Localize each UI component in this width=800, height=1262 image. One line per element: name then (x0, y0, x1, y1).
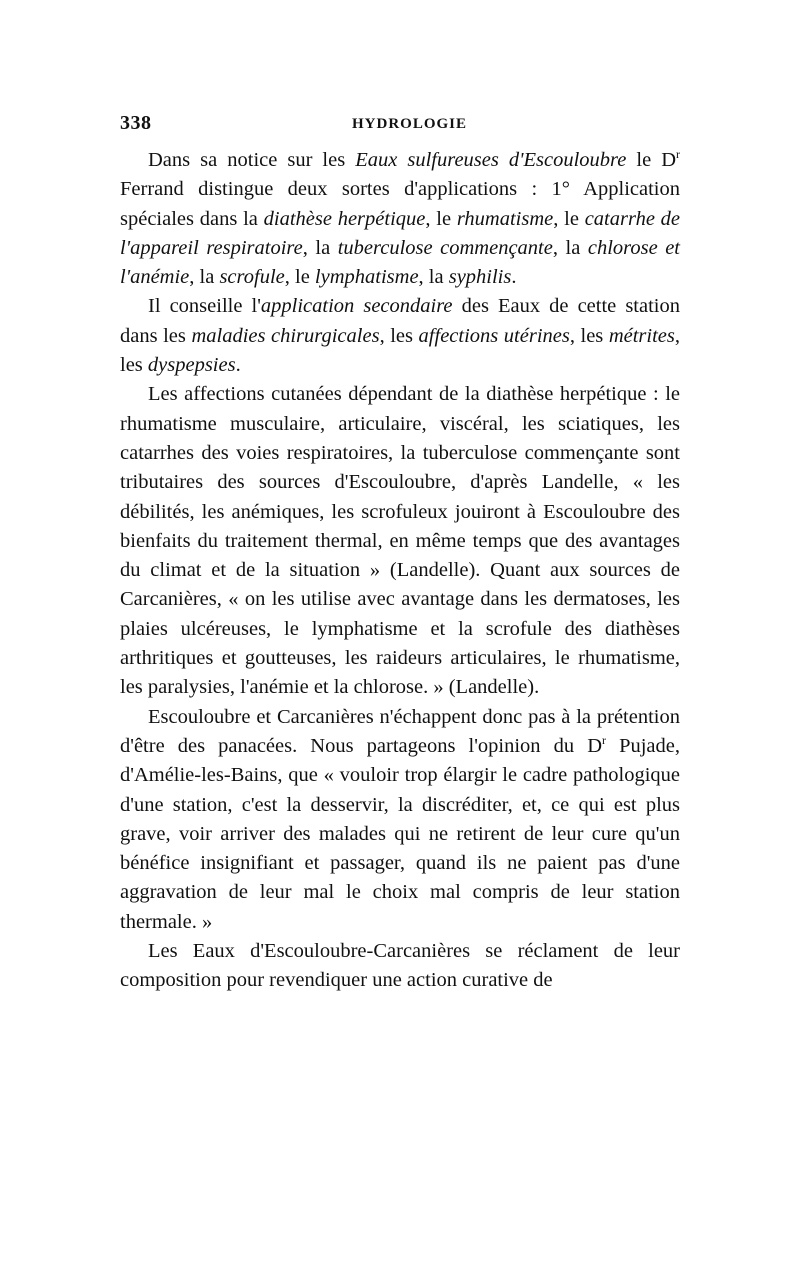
text-run: , les (569, 324, 609, 347)
italic-text: chlorose et l'anémie (120, 236, 681, 289)
italic-text: Eaux sulfureuses d'Escouloubre (355, 149, 627, 171)
italic-text: tuberculose commençante (337, 236, 553, 259)
italic-text: application secondaire (260, 295, 453, 318)
paragraph (120, 703, 680, 937)
text-run: Pujade, d'Amélie-les-Bains, que « vouloir trop élargir le cadre pathologique d'une station, c'est la desservir, la discréditer, et, ce qui est plus grave, voir arriver des malades qui ne retirent de leur cure qu'un bénéfice insignifiant et passager, quand ils ne paient pas d'une aggravation de leur mal le choix mal compris de leur station thermale. » (120, 734, 680, 933)
text-run: Ferrand distingue deux sortes d'applications : 1° Application spéciales dans la (120, 178, 680, 230)
italic-text: affections utérines (418, 324, 570, 347)
superscript: r (602, 733, 606, 748)
italic-text: maladies chirurgicales (191, 324, 380, 347)
italic-text: catarrhe de l'appareil respiratoire (120, 207, 681, 259)
text-run: Dans sa notice sur les (148, 149, 356, 171)
text-run: le D (626, 149, 676, 171)
text-run: , le (284, 266, 315, 289)
text-run: , la (302, 236, 338, 259)
text-run: , la (552, 236, 588, 259)
text-run: Les affections cutanées dépendant de la diathèse herpétique : le rhumatisme musculaire, articulaire, viscéral, les sciatiques, les catarrhes des voies respiratoires, la tuberculose commençante sont tributaires des sources d'Escouloubre, d'après Landelle, « les débilités, les anémiques, les scrofuleux jouiront à Escouloubre des bienfaits du traitement thermal, en même temps que des avantages du climat et de la situation » (Landelle). Quant aux sources de Carcanières, « on les utilise avec avantage dans les dermatoses, les plaies ulcéreuses, le lymphatisme et la scrofule des diathèses arthritiques et goutteuses, les raideurs articulaires, le rhumatisme, les paralysies, l'anémie et la chlorose. » (Landelle). (120, 383, 680, 699)
text-run: . (235, 354, 241, 377)
page-number: 338 (120, 112, 152, 134)
running-title: HYDROLOGIE (352, 116, 468, 132)
italic-text: syphilis (448, 266, 512, 289)
text-run: , les (120, 324, 680, 377)
running-head (120, 112, 680, 146)
text-run: , la (418, 266, 449, 289)
superscript: r (676, 147, 680, 162)
text-run: Les Eaux d'Escouloubre-Carcanières se réclament de leur composition pour revendiquer une action curative de (120, 940, 680, 992)
italic-text: lymphatisme (314, 266, 419, 289)
body-text (120, 146, 680, 996)
paragraph (120, 380, 680, 702)
italic-text: dyspepsies (147, 354, 236, 377)
italic-text: rhumatisme (456, 207, 554, 230)
text-run: Escouloubre et Carcanières n'échappent donc pas à la prétention d'être des panacées. Nous partageons l'opinion du D (120, 705, 680, 757)
text-run: , les (379, 324, 419, 347)
italic-text: scrofule (219, 266, 285, 289)
text-run: des Eaux de cette station dans les (120, 295, 680, 347)
text-run: , la (189, 266, 220, 289)
paragraph (120, 146, 680, 292)
text-run: . (511, 266, 517, 289)
paragraph (120, 292, 680, 380)
italic-text: diathèse herpétique (263, 207, 426, 230)
paragraph (120, 937, 680, 996)
text-run: , le (553, 207, 585, 230)
italic-text: métrites (608, 324, 675, 347)
book-page (120, 112, 680, 996)
text-run: Il conseille l' (148, 295, 261, 318)
text-run: , le (425, 207, 457, 230)
